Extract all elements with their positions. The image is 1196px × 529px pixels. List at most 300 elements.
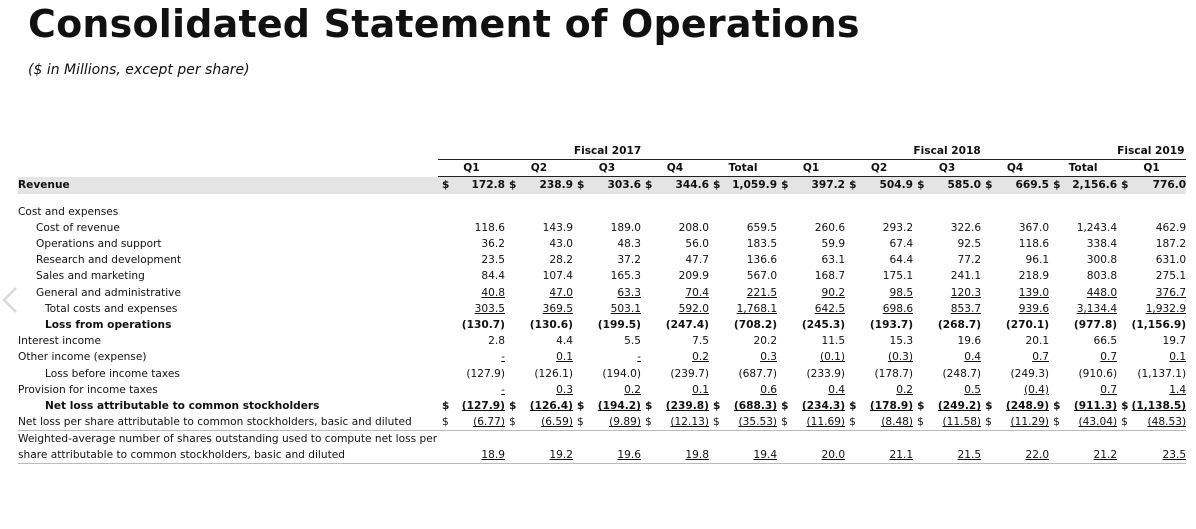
cell-value: 631.0: [1155, 254, 1187, 267]
table-cell: [845, 204, 913, 220]
row-label: Net loss per share attributable to common stockholders, basic and diluted: [18, 414, 438, 431]
table-cell: [913, 301, 981, 317]
quarter-header: Q1: [1117, 160, 1186, 177]
cell-underline: [541, 416, 573, 428]
table-cell: [505, 349, 573, 365]
cell-value: 67.4: [889, 238, 914, 251]
table-cell: [505, 431, 573, 464]
table-cell: [1049, 236, 1117, 252]
cell-value: (247.4): [665, 319, 709, 332]
cell-underline: [685, 287, 709, 299]
table-cell: [981, 398, 1049, 414]
table-cell: [1117, 268, 1186, 284]
table-cell: [777, 220, 845, 236]
cell-value: (11.29): [1010, 416, 1050, 429]
table-cell: [438, 333, 505, 349]
table-cell: [709, 317, 777, 333]
cell-underline: [951, 287, 981, 299]
cell-value: 218.9: [1018, 270, 1050, 283]
dollar-sign: $: [509, 400, 517, 413]
cell-value: 642.5: [814, 302, 846, 315]
cell-value: 367.0: [1018, 221, 1050, 234]
cell-value: 504.9: [879, 179, 914, 192]
cell-value: 238.9: [539, 179, 573, 192]
quarter-header: Q1: [438, 160, 505, 177]
cell-underline: [821, 449, 845, 461]
dollar-sign: $: [985, 416, 992, 429]
table-cell: [641, 204, 709, 220]
dollar-sign: $: [442, 179, 450, 192]
cell-underline: [881, 416, 913, 428]
cell-value: 19.6: [957, 335, 982, 348]
table-row: [18, 301, 1186, 317]
cell-value: 19.7: [1162, 335, 1187, 348]
row-label: Interest income: [18, 335, 101, 348]
table-cell: [573, 349, 641, 365]
table-row: [18, 252, 1186, 268]
table-cell: [641, 285, 709, 301]
table-cell: [981, 220, 1049, 236]
row-label: Weighted-average number of shares outstanding used to compute net loss per share attributable to common stockholders, basic and diluted: [18, 431, 438, 464]
dollar-sign: $: [577, 179, 585, 192]
cell-value: 20.2: [753, 335, 778, 348]
table-cell: [1049, 431, 1117, 464]
table-cell: [845, 285, 913, 301]
cell-value: (0.3): [887, 351, 914, 364]
cell-value: 0.2: [896, 383, 914, 396]
cell-value: (48.53): [1147, 416, 1187, 429]
cell-value: (126.1): [534, 367, 573, 380]
table-cell: [505, 333, 573, 349]
cell-value: (35.53): [738, 416, 778, 429]
cell-underline: [611, 303, 641, 315]
cell-underline: [1024, 384, 1049, 396]
table-cell: [641, 268, 709, 284]
table-cell: [505, 236, 573, 252]
cell-underline: [821, 287, 845, 299]
table-cell: [438, 177, 505, 194]
table-cell: [573, 236, 641, 252]
table-cell: [1117, 431, 1186, 464]
table-cell: [1049, 349, 1117, 365]
table-cell: [913, 268, 981, 284]
cell-value: 40.8: [481, 286, 505, 299]
dollar-sign: $: [781, 179, 789, 192]
table-cell: [981, 317, 1049, 333]
dollar-sign: $: [645, 179, 653, 192]
table-cell: [981, 236, 1049, 252]
cell-underline: [883, 303, 913, 315]
table-row: [18, 398, 1186, 414]
cell-value: 0.3: [760, 351, 778, 364]
table-cell: [1117, 204, 1186, 220]
cell-value: 344.6: [675, 179, 709, 192]
cell-underline: [964, 351, 981, 363]
cell-value: 22.0: [1025, 449, 1050, 462]
cell-value: 0.1: [1169, 351, 1187, 364]
cell-value: (6.77): [473, 416, 505, 429]
cell-value: (178.9): [869, 400, 914, 413]
table-cell: [641, 236, 709, 252]
cell-value: 175.1: [882, 270, 914, 283]
cell-value: (126.4): [529, 400, 573, 413]
cell-value: 19.2: [549, 449, 573, 462]
cell-underline: [481, 449, 505, 461]
table-cell: [1117, 285, 1186, 301]
quarter-header: Q1: [777, 160, 845, 177]
row-label: Cost and expenses: [18, 205, 119, 218]
cell-value: 0.1: [556, 351, 573, 364]
table-cell: [709, 398, 777, 414]
table-cell: [845, 414, 913, 431]
cell-underline: [1079, 416, 1118, 428]
cell-underline: [815, 303, 845, 315]
page-title: Consolidated Statement of Operations: [28, 2, 860, 46]
cell-value: (910.6): [1078, 367, 1118, 380]
cell-value: 1,243.4: [1076, 221, 1118, 234]
table-cell: [505, 252, 573, 268]
quarter-header-row: [18, 160, 1186, 177]
table-cell: [913, 252, 981, 268]
table-cell: [913, 177, 981, 194]
cell-underline: [760, 384, 777, 396]
table-cell: [777, 366, 845, 382]
cell-value: 0.7: [1100, 351, 1118, 364]
table-cell: [438, 414, 505, 431]
cell-value: (248.9): [1005, 400, 1050, 413]
cell-value: 187.2: [1155, 238, 1187, 251]
cell-value: (239.8): [665, 400, 709, 413]
table-cell: [913, 398, 981, 414]
cell-value: 19.6: [617, 449, 641, 462]
cell-underline: [1132, 400, 1187, 412]
cell-underline: [637, 351, 641, 363]
cell-value: 118.6: [1018, 238, 1050, 251]
cell-value: 4.4: [556, 335, 573, 348]
cell-value: 376.7: [1155, 286, 1187, 299]
cell-value: 208.0: [678, 221, 709, 234]
dollar-sign: $: [577, 416, 584, 429]
table-cell: [573, 301, 641, 317]
cell-value: 1,768.1: [736, 302, 778, 315]
table-cell: [777, 285, 845, 301]
table-cell: [573, 398, 641, 414]
table-cell: [505, 268, 573, 284]
cell-value: 21.1: [889, 449, 914, 462]
cell-value: 0.5: [964, 383, 982, 396]
cell-value: 63.3: [617, 286, 641, 299]
quarter-header: Q3: [913, 160, 981, 177]
cell-value: -: [637, 351, 641, 364]
dollar-sign: $: [713, 416, 720, 429]
table-cell: [913, 317, 981, 333]
table-cell: [573, 220, 641, 236]
dollar-sign: $: [1053, 400, 1061, 413]
table-cell: [709, 204, 777, 220]
table-cell: [981, 177, 1049, 194]
fiscal-year-label: Fiscal 2017: [573, 145, 642, 157]
cell-underline: [624, 384, 641, 396]
cell-value: 567.0: [746, 270, 778, 283]
table-cell: [505, 220, 573, 236]
cell-underline: [1146, 303, 1186, 315]
cell-value: 189.0: [610, 221, 641, 234]
fiscal-year-label: Fiscal 2019: [1117, 145, 1185, 157]
table-cell: [777, 431, 845, 464]
cell-value: (194.2): [597, 400, 641, 413]
table-cell: [709, 268, 777, 284]
cell-underline: [481, 287, 505, 299]
quarter-header: Q4: [641, 160, 709, 177]
cell-underline: [1100, 351, 1117, 363]
table-cell: [1117, 252, 1186, 268]
cell-value: 183.5: [746, 238, 778, 251]
cell-value: 585.0: [947, 179, 982, 192]
cell-value: 92.5: [957, 238, 982, 251]
cell-value: 107.4: [542, 270, 573, 283]
table-row: [18, 268, 1186, 284]
table-cell: [981, 414, 1049, 431]
cell-value: (248.7): [942, 367, 982, 380]
cell-value: 36.2: [481, 238, 505, 251]
cell-value: (234.3): [801, 400, 846, 413]
table-cell: [641, 349, 709, 365]
dollar-sign: $: [442, 400, 450, 413]
cell-underline: [666, 400, 709, 412]
table-cell: [505, 366, 573, 382]
cell-value: 0.4: [828, 383, 846, 396]
table-cell: [709, 431, 777, 464]
cell-value: (130.6): [529, 319, 573, 332]
quarter-header: Q2: [845, 160, 913, 177]
table-cell: [913, 220, 981, 236]
table-cell: [777, 333, 845, 349]
cell-value: (0.1): [819, 351, 846, 364]
table-cell: [505, 285, 573, 301]
table-cell: [981, 366, 1049, 382]
cell-value: 0.3: [556, 383, 573, 396]
header-spacer: [18, 143, 438, 160]
cell-value: 1,059.9: [732, 179, 778, 192]
table-cell: [1117, 317, 1186, 333]
cell-value: (9.89): [609, 416, 641, 429]
cell-underline: [1156, 287, 1186, 299]
dollar-sign: $: [713, 179, 721, 192]
cell-value: (1,156.9): [1131, 319, 1187, 332]
table-cell: [641, 333, 709, 349]
dollar-sign: $: [849, 416, 856, 429]
table-cell: [438, 431, 505, 464]
table-cell: [777, 382, 845, 398]
table-row: [18, 333, 1186, 349]
cell-underline: [609, 416, 641, 428]
table-cell: [641, 177, 709, 194]
cell-value: 2.8: [488, 335, 505, 348]
cell-underline: [1019, 287, 1049, 299]
cell-underline: [1074, 400, 1117, 412]
row-label: Provision for income taxes: [18, 383, 158, 396]
table-cell: [438, 220, 505, 236]
table-cell: [1117, 177, 1186, 194]
dollar-sign: $: [917, 400, 925, 413]
cell-underline: [692, 351, 709, 363]
table-cell: [1049, 366, 1117, 382]
cell-value: 2,156.6: [1072, 179, 1118, 192]
table-cell: [1049, 414, 1117, 431]
cell-value: 0.6: [760, 383, 778, 396]
cell-value: 462.9: [1155, 221, 1187, 234]
cell-value: 63.1: [821, 254, 846, 267]
cell-value: 803.8: [1086, 270, 1118, 283]
cell-value: 698.6: [882, 302, 914, 315]
table-cell: [505, 398, 573, 414]
cell-underline: [549, 287, 573, 299]
cell-value: (1,137.1): [1137, 367, 1187, 380]
cell-underline: [475, 303, 505, 315]
table-cell: [505, 414, 573, 431]
table-cell: [573, 268, 641, 284]
cell-value: 48.3: [617, 238, 641, 251]
dollar-sign: $: [781, 400, 789, 413]
cell-underline: [734, 400, 777, 412]
table-cell: [641, 252, 709, 268]
table-cell: [1049, 268, 1117, 284]
row-label: Revenue: [18, 177, 438, 194]
cell-underline: [806, 416, 845, 428]
cell-value: (194.0): [602, 367, 641, 380]
table-cell: [981, 252, 1049, 268]
row-label: Total costs and expenses: [45, 302, 178, 315]
cell-value: 98.5: [889, 286, 914, 299]
cell-value: 369.5: [542, 302, 573, 315]
table-row: [18, 349, 1186, 365]
cell-value: 37.2: [617, 254, 641, 267]
table-cell: [438, 204, 505, 220]
cell-underline: [828, 384, 845, 396]
table-cell: [709, 236, 777, 252]
table-cell: [505, 301, 573, 317]
table-row: [18, 204, 1186, 220]
cell-value: (233.9): [806, 367, 846, 380]
table-cell: [777, 349, 845, 365]
cell-value: 20.1: [1025, 335, 1050, 348]
table-cell: [1049, 398, 1117, 414]
table-cell: [777, 414, 845, 431]
cell-underline: [951, 303, 981, 315]
dollar-sign: $: [509, 179, 517, 192]
table-cell: [438, 301, 505, 317]
cell-underline: [1094, 449, 1118, 461]
cell-value: 28.2: [549, 254, 573, 267]
table-cell: [845, 366, 913, 382]
table-cell: [981, 301, 1049, 317]
cell-value: (193.7): [869, 319, 914, 332]
cell-value: 23.5: [481, 254, 505, 267]
table-cell: [505, 317, 573, 333]
table-cell: [438, 349, 505, 365]
cell-underline: [1163, 449, 1187, 461]
cell-value: 300.8: [1086, 254, 1118, 267]
cell-underline: [1100, 384, 1117, 396]
cell-value: (0.4): [1023, 383, 1050, 396]
cell-value: 47.0: [549, 286, 573, 299]
table-cell: [573, 204, 641, 220]
cell-value: 23.5: [1162, 449, 1187, 462]
cell-underline: [679, 303, 709, 315]
cell-value: 241.1: [950, 270, 982, 283]
table-cell: [505, 177, 573, 194]
table-cell: [438, 236, 505, 252]
cell-value: (199.5): [597, 319, 641, 332]
dollar-sign: $: [985, 400, 993, 413]
table-cell: [777, 268, 845, 284]
cell-underline: [747, 287, 777, 299]
table-cell: [845, 431, 913, 464]
cell-underline: [1169, 351, 1186, 363]
cell-value: -: [501, 383, 505, 396]
cell-underline: [1006, 400, 1049, 412]
fiscal-year-label: Fiscal 2018: [913, 145, 981, 157]
table-cell: [913, 285, 981, 301]
header-spacer: [18, 160, 438, 177]
table-cell: [981, 268, 1049, 284]
table-cell: [709, 382, 777, 398]
cell-underline: [1169, 384, 1186, 396]
cell-underline: [870, 400, 913, 412]
cell-underline: [501, 384, 505, 396]
table-cell: [641, 220, 709, 236]
cell-underline: [462, 400, 505, 412]
table-cell: [981, 333, 1049, 349]
cell-underline: [753, 449, 777, 461]
table-row: [18, 366, 1186, 382]
cell-value: 20.0: [821, 449, 846, 462]
table-cell: [845, 301, 913, 317]
dollar-sign: $: [985, 179, 993, 192]
cell-value: 21.2: [1093, 449, 1118, 462]
cell-value: 11.5: [821, 335, 846, 348]
cell-value: 70.4: [685, 286, 709, 299]
table-row: [18, 177, 1186, 194]
fiscal-year-header-row: [18, 143, 1186, 160]
cell-underline: [738, 416, 777, 428]
cell-value: (43.04): [1078, 416, 1118, 429]
dollar-sign: $: [509, 416, 516, 429]
cell-underline: [530, 400, 573, 412]
cell-value: 503.1: [610, 302, 641, 315]
cell-underline: [556, 351, 573, 363]
table-cell: [1049, 177, 1117, 194]
quarter-header: Total: [1049, 160, 1117, 177]
dollar-sign: $: [1121, 179, 1129, 192]
cell-value: (1,138.5): [1131, 400, 1187, 413]
table-cell: [505, 382, 573, 398]
table-cell: [1049, 220, 1117, 236]
cell-value: 64.4: [889, 254, 914, 267]
cell-underline: [473, 416, 505, 428]
cell-value: 77.2: [957, 254, 982, 267]
cell-value: 209.9: [678, 270, 709, 283]
table-cell: [1117, 333, 1186, 349]
cell-value: 659.5: [746, 221, 778, 234]
statement-table: [18, 143, 1186, 464]
table-cell: [777, 317, 845, 333]
quarter-header: Total: [709, 160, 777, 177]
cell-underline: [1148, 416, 1187, 428]
cell-value: (977.8): [1073, 319, 1118, 332]
dollar-sign: $: [849, 400, 857, 413]
cell-underline: [692, 384, 709, 396]
